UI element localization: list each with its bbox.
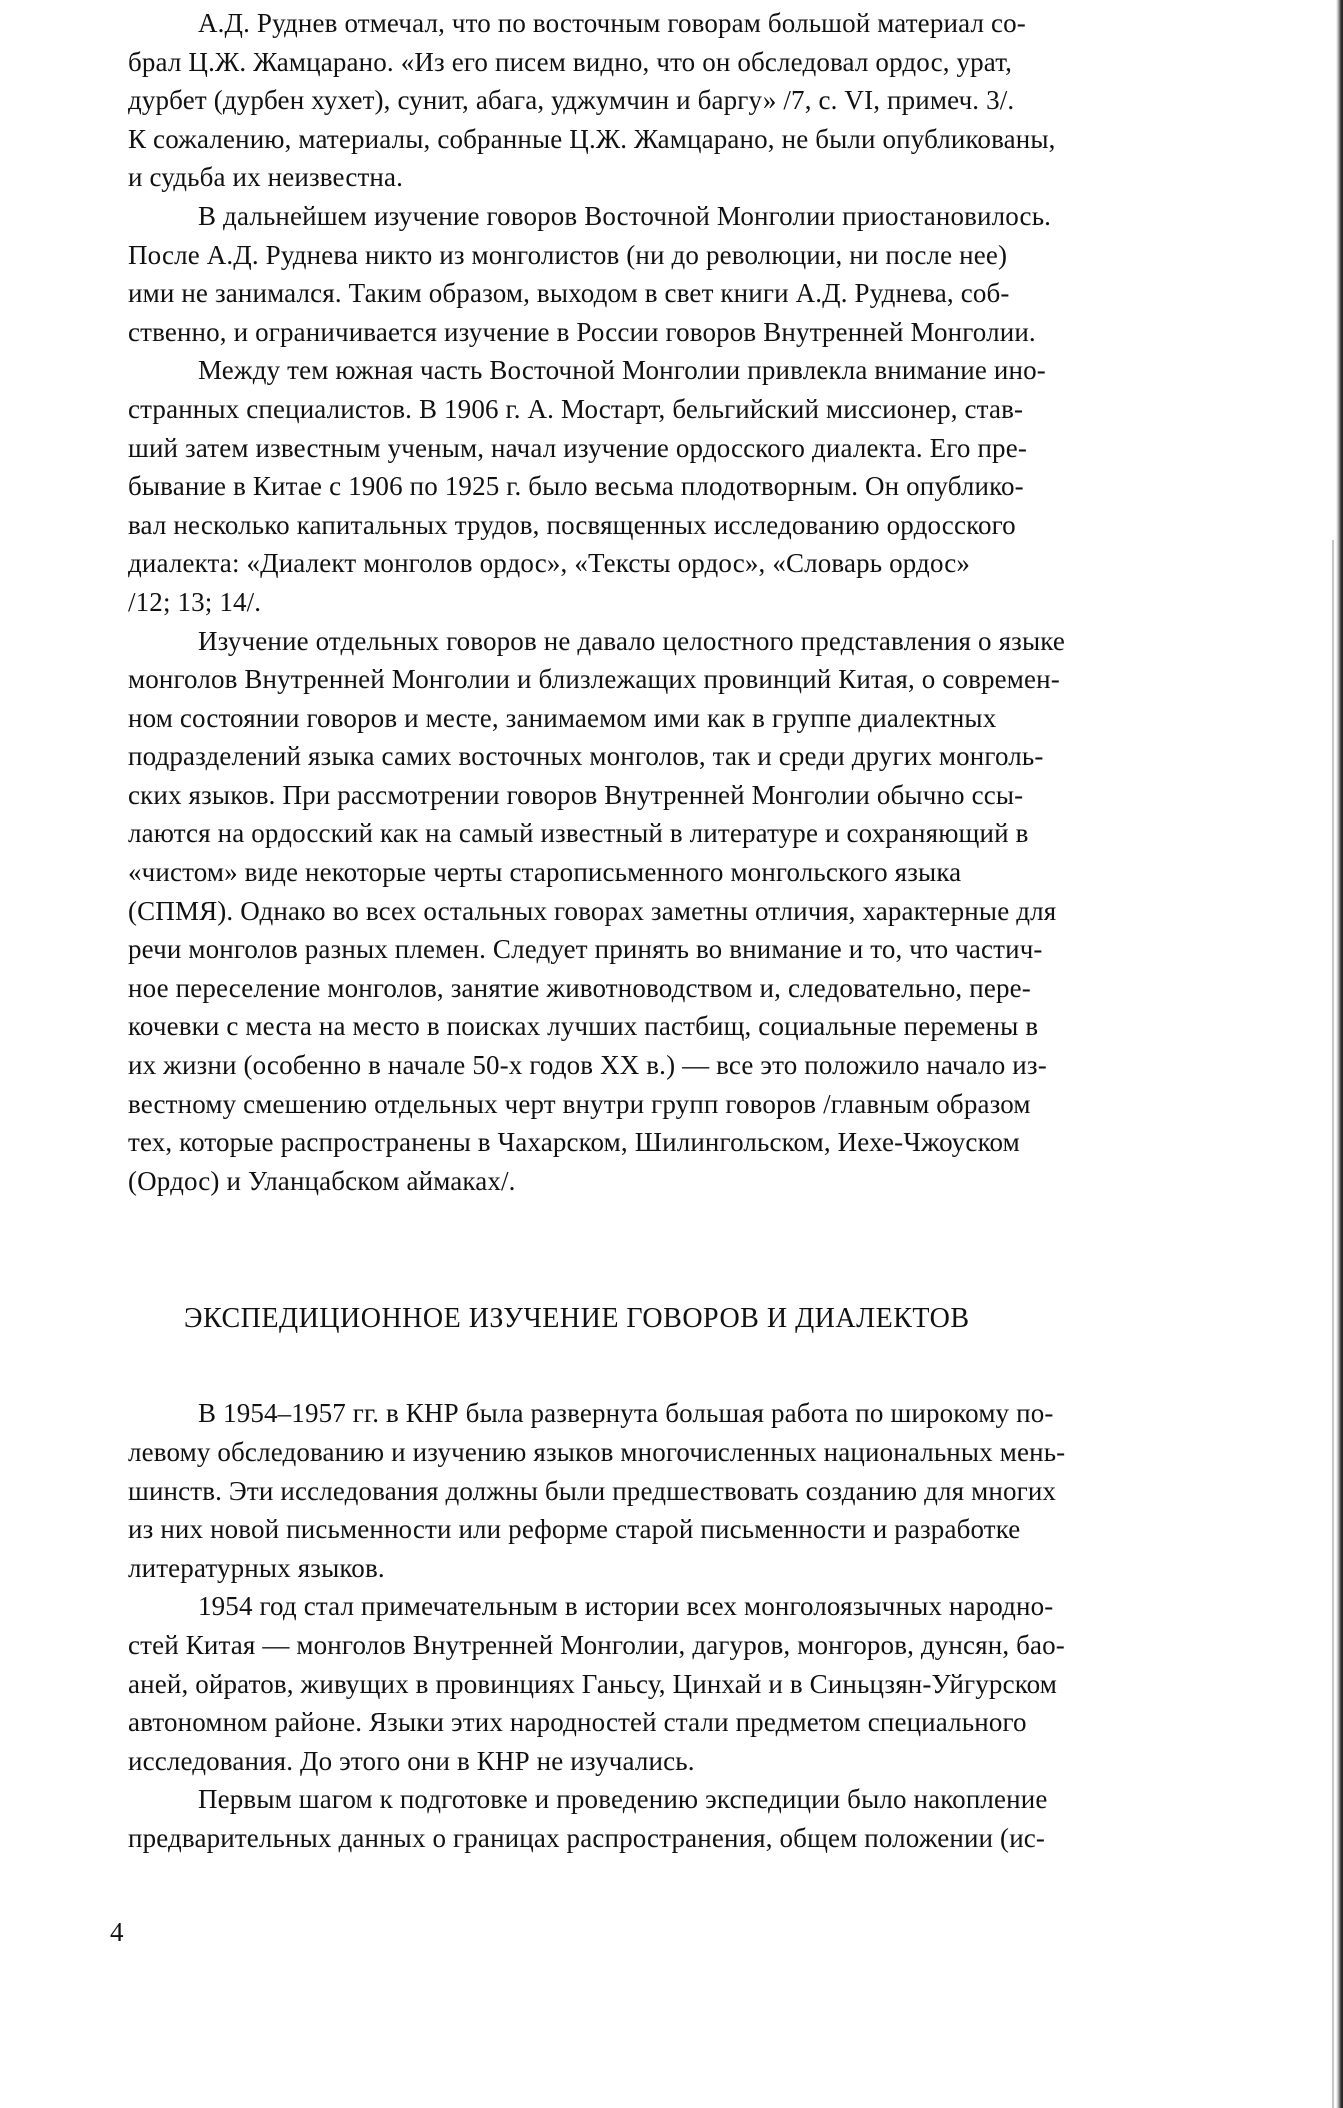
scan-edge [1336, 0, 1343, 2108]
text-line: странных специалистов. В 1906 г. А. Мостарт, бельгийский миссионер, став- [128, 393, 1024, 424]
paragraph-mostaert [128, 351, 1330, 621]
text-line: кочевки с места на место в поисках лучших пастбищ, социальные перемены в [128, 1011, 1039, 1042]
text-line: их жизни (особенно в начале 50-х годов XX в.) — все это положило начало из- [128, 1050, 1047, 1081]
text-line: ими не занимался. Таким образом, выходом в свет книги А.Д. Руднева, соб- [128, 278, 1010, 309]
text-line: тех, которые распространены в Чахарском, Шилингольском, Иехе-Чжоуском [128, 1127, 1020, 1158]
text-line: речи монголов разных племен. Следует принять во внимание и то, что частич- [128, 934, 1043, 965]
text-line: ший затем известным ученым, начал изучение ордосского диалекта. Его пре- [128, 432, 1027, 463]
text-line: ное переселение монголов, занятие животноводством и, следовательно, пере- [128, 972, 1031, 1003]
text-line: 1954 год стал примечательным в истории всех монголоязычных народно- [198, 1591, 1054, 1622]
text-line: аней, ойратов, живущих в провинциях Ганьсу, Цинхай и в Синьцзян-Уйгурском [128, 1668, 1057, 1699]
text-line: ственно, и ограничивается изучение в России говоров Внутренней Монголии. [128, 316, 1036, 347]
text-line: монголов Внутренней Монголии и близлежащих провинций Китая, о современ- [128, 664, 1060, 695]
paragraph-field-work-1954 [128, 1394, 1330, 1587]
text-line: брал Ц.Ж. Жамцарано. «Из его писем видно, что он обследовал ордос, урат, [128, 46, 1013, 77]
text-line: К сожалению, материалы, собранные Ц.Ж. Жамцарано, не были опубликованы, [128, 123, 1056, 154]
text-line: вал несколько капитальных трудов, посвященных исследованию ордосского [128, 509, 1016, 540]
text-line: исследования. До этого они в КНР не изучались. [128, 1745, 695, 1776]
page-number: 4 [110, 1917, 124, 1947]
text-line: предварительных данных о границах распространения, общем положении (ис- [128, 1822, 1046, 1853]
scan-edge-shadow [1332, 540, 1334, 2108]
text-line: лаются на ордосский как на самый известный в литературе и сохраняющий в [128, 818, 1029, 849]
text-line: из них новой письменности или реформе старой письменности и разработке [128, 1514, 1021, 1545]
text-line: подразделений языка самих восточных монголов, так и среди других монголь- [128, 741, 1044, 772]
text-line: После А.Д. Руднева никто из монголистов (ни до революции, ни после нее) [128, 239, 1008, 270]
paragraph-study-halted [128, 197, 1330, 351]
text-line: вестному смешению отдельных черт внутри групп говоров /главным образом [128, 1088, 1031, 1119]
paragraph-year-1954 [128, 1587, 1330, 1780]
text-line: шинств. Эти исследования должны были предшествовать созданию для многих [128, 1475, 1057, 1506]
text-line: Изучение отдельных говоров не давало целостного представления о языке [198, 625, 1065, 656]
text-line: литературных языков. [128, 1552, 385, 1583]
text-line: «чистом» виде некоторые черты старописьменного монгольского языка [128, 857, 962, 888]
paragraph-dialect-overview [128, 622, 1330, 1201]
text-line: дурбет (дурбен хухет), сунит, абага, уджумчин и баргу» /7, с. VI, примеч. 3/. [128, 85, 1015, 116]
section-heading: ЭКСПЕДИЦИОННОЕ ИЗУЧЕНИЕ ГОВОРОВ И ДИАЛЕКТОВ [184, 1303, 970, 1335]
text-line: бывание в Китае с 1906 по 1925 г. было весьма плодотворным. Он опублико- [128, 471, 1024, 502]
text-line: левому обследованию и изучению языков многочисленных национальных мень- [128, 1437, 1066, 1467]
text-line: автономном районе. Языки этих народностей стали предметом специального [128, 1707, 1027, 1738]
paragraph-rudnev-zhamtsarano [128, 4, 1330, 197]
text-line: (СПМЯ). Однако во всех остальных говорах заметны отличия, характерные для [128, 895, 1057, 926]
body-text [128, 4, 1330, 1858]
text-line: стей Китая — монголов Внутренней Монголии, дагуров, монгоров, дунсян, бао- [128, 1629, 1065, 1660]
text-line: ном состоянии говоров и месте, занимаемом ими как в группе диалектных [128, 702, 997, 733]
text-line: и судьба их неизвестна. [128, 162, 404, 193]
text-line: диалекта: «Диалект монголов ордос», «Тексты ордос», «Словарь ордос» [128, 548, 971, 579]
spacer [128, 1338, 1330, 1394]
text-line: В 1954–1957 гг. в КНР была развернута большая работа по широкому по- [198, 1398, 1054, 1429]
text-line: Первым шагом к подготовке и проведению экспедиции было накопление [198, 1784, 1048, 1815]
text-line: В дальнейшем изучение говоров Восточной Монголии приостановилось. [198, 200, 1052, 231]
text-line: Между тем южная часть Восточной Монголии привлекла внимание ино- [198, 355, 1046, 386]
text-line: (Ордос) и Уланцабском аймаках/. [128, 1165, 516, 1196]
text-line: ских языков. При рассмотрении говоров Внутренней Монголии обычно ссы- [128, 779, 1024, 810]
spacer [128, 1200, 1330, 1300]
text-line: /12; 13; 14/. [128, 586, 262, 617]
paragraph-expedition-first-step [128, 1780, 1330, 1857]
text-line: А.Д. Руднев отмечал, что по восточным говорам большой материал со- [198, 8, 1026, 38]
